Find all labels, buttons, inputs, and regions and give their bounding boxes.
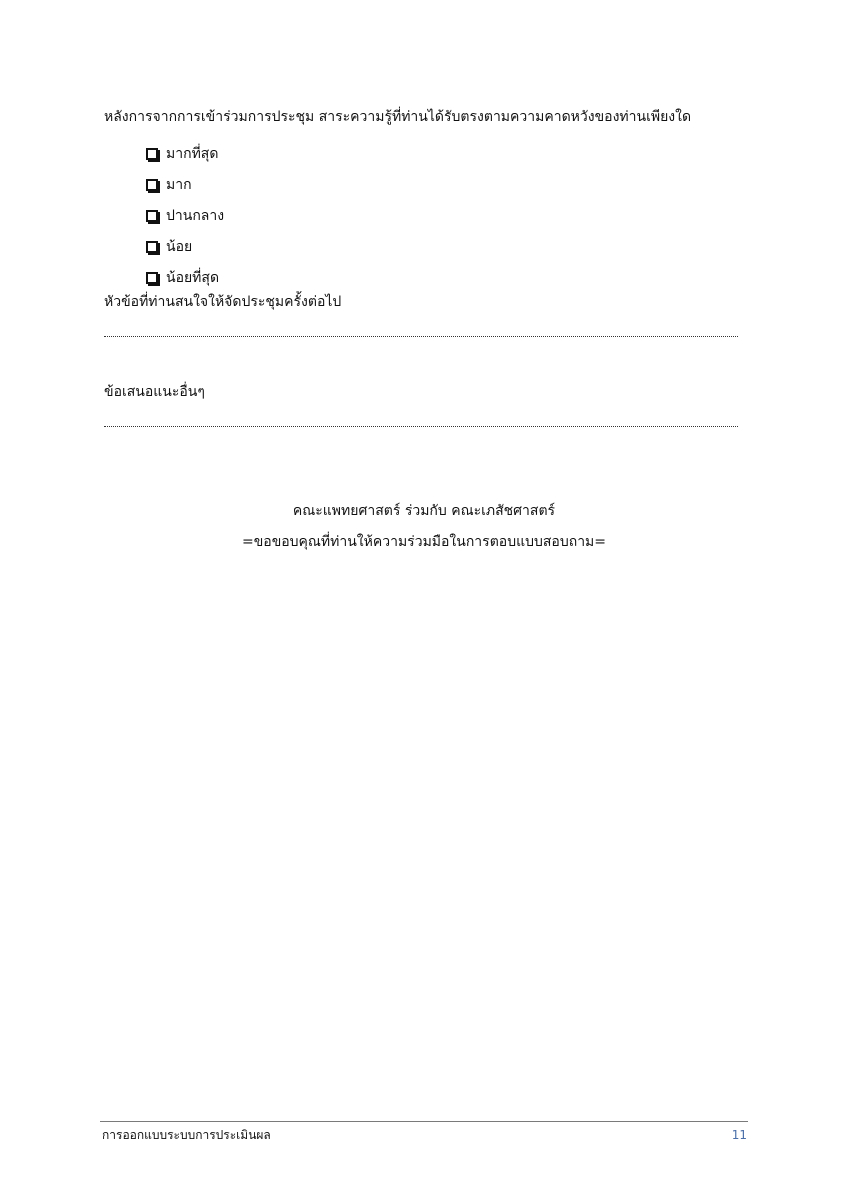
topic-interest-label: หัวข้อที่ท่านสนใจให้จัดประชุมครั้งต่อไป [104,294,342,310]
option-label: มากที่สุด [166,145,219,162]
option-label: มาก [166,176,192,193]
option-least[interactable] [146,262,224,293]
checkbox-icon[interactable] [146,179,158,191]
option-much[interactable] [146,169,224,200]
thanks-line: =ขอขอบคุณที่ท่านให้ความร่วมมือในการตอบแบบสอบถาม= [241,534,607,550]
topic-answer-line[interactable] [104,336,738,337]
suggestion-answer-line[interactable] [104,426,738,427]
footer-divider [100,1121,748,1122]
page-number: 11 [731,1128,747,1142]
survey-question: หลังการจากการเข้าร่วมการประชุม สาระความรู้ที่ท่านได้รับตรงตามความคาดหวังของท่านเพียงใด [104,109,692,125]
checkbox-icon[interactable] [146,272,158,284]
footer-title: การออกแบบระบบการประเมินผล [102,1128,271,1142]
checkbox-icon[interactable] [146,210,158,222]
option-label: น้อยที่สุด [166,269,220,286]
option-label: น้อย [166,238,193,255]
option-most[interactable] [146,138,224,169]
organizer-line: คณะแพทยศาสตร์ ร่วมกับ คณะเภสัชศาสตร์ [292,503,556,519]
suggestion-label: ข้อเสนอแนะอื่นๆ [104,384,205,400]
answer-options [146,138,224,293]
option-moderate[interactable] [146,200,224,231]
checkbox-icon[interactable] [146,241,158,253]
option-little[interactable] [146,231,224,262]
option-label: ปานกลาง [166,207,225,224]
checkbox-icon[interactable] [146,148,158,160]
